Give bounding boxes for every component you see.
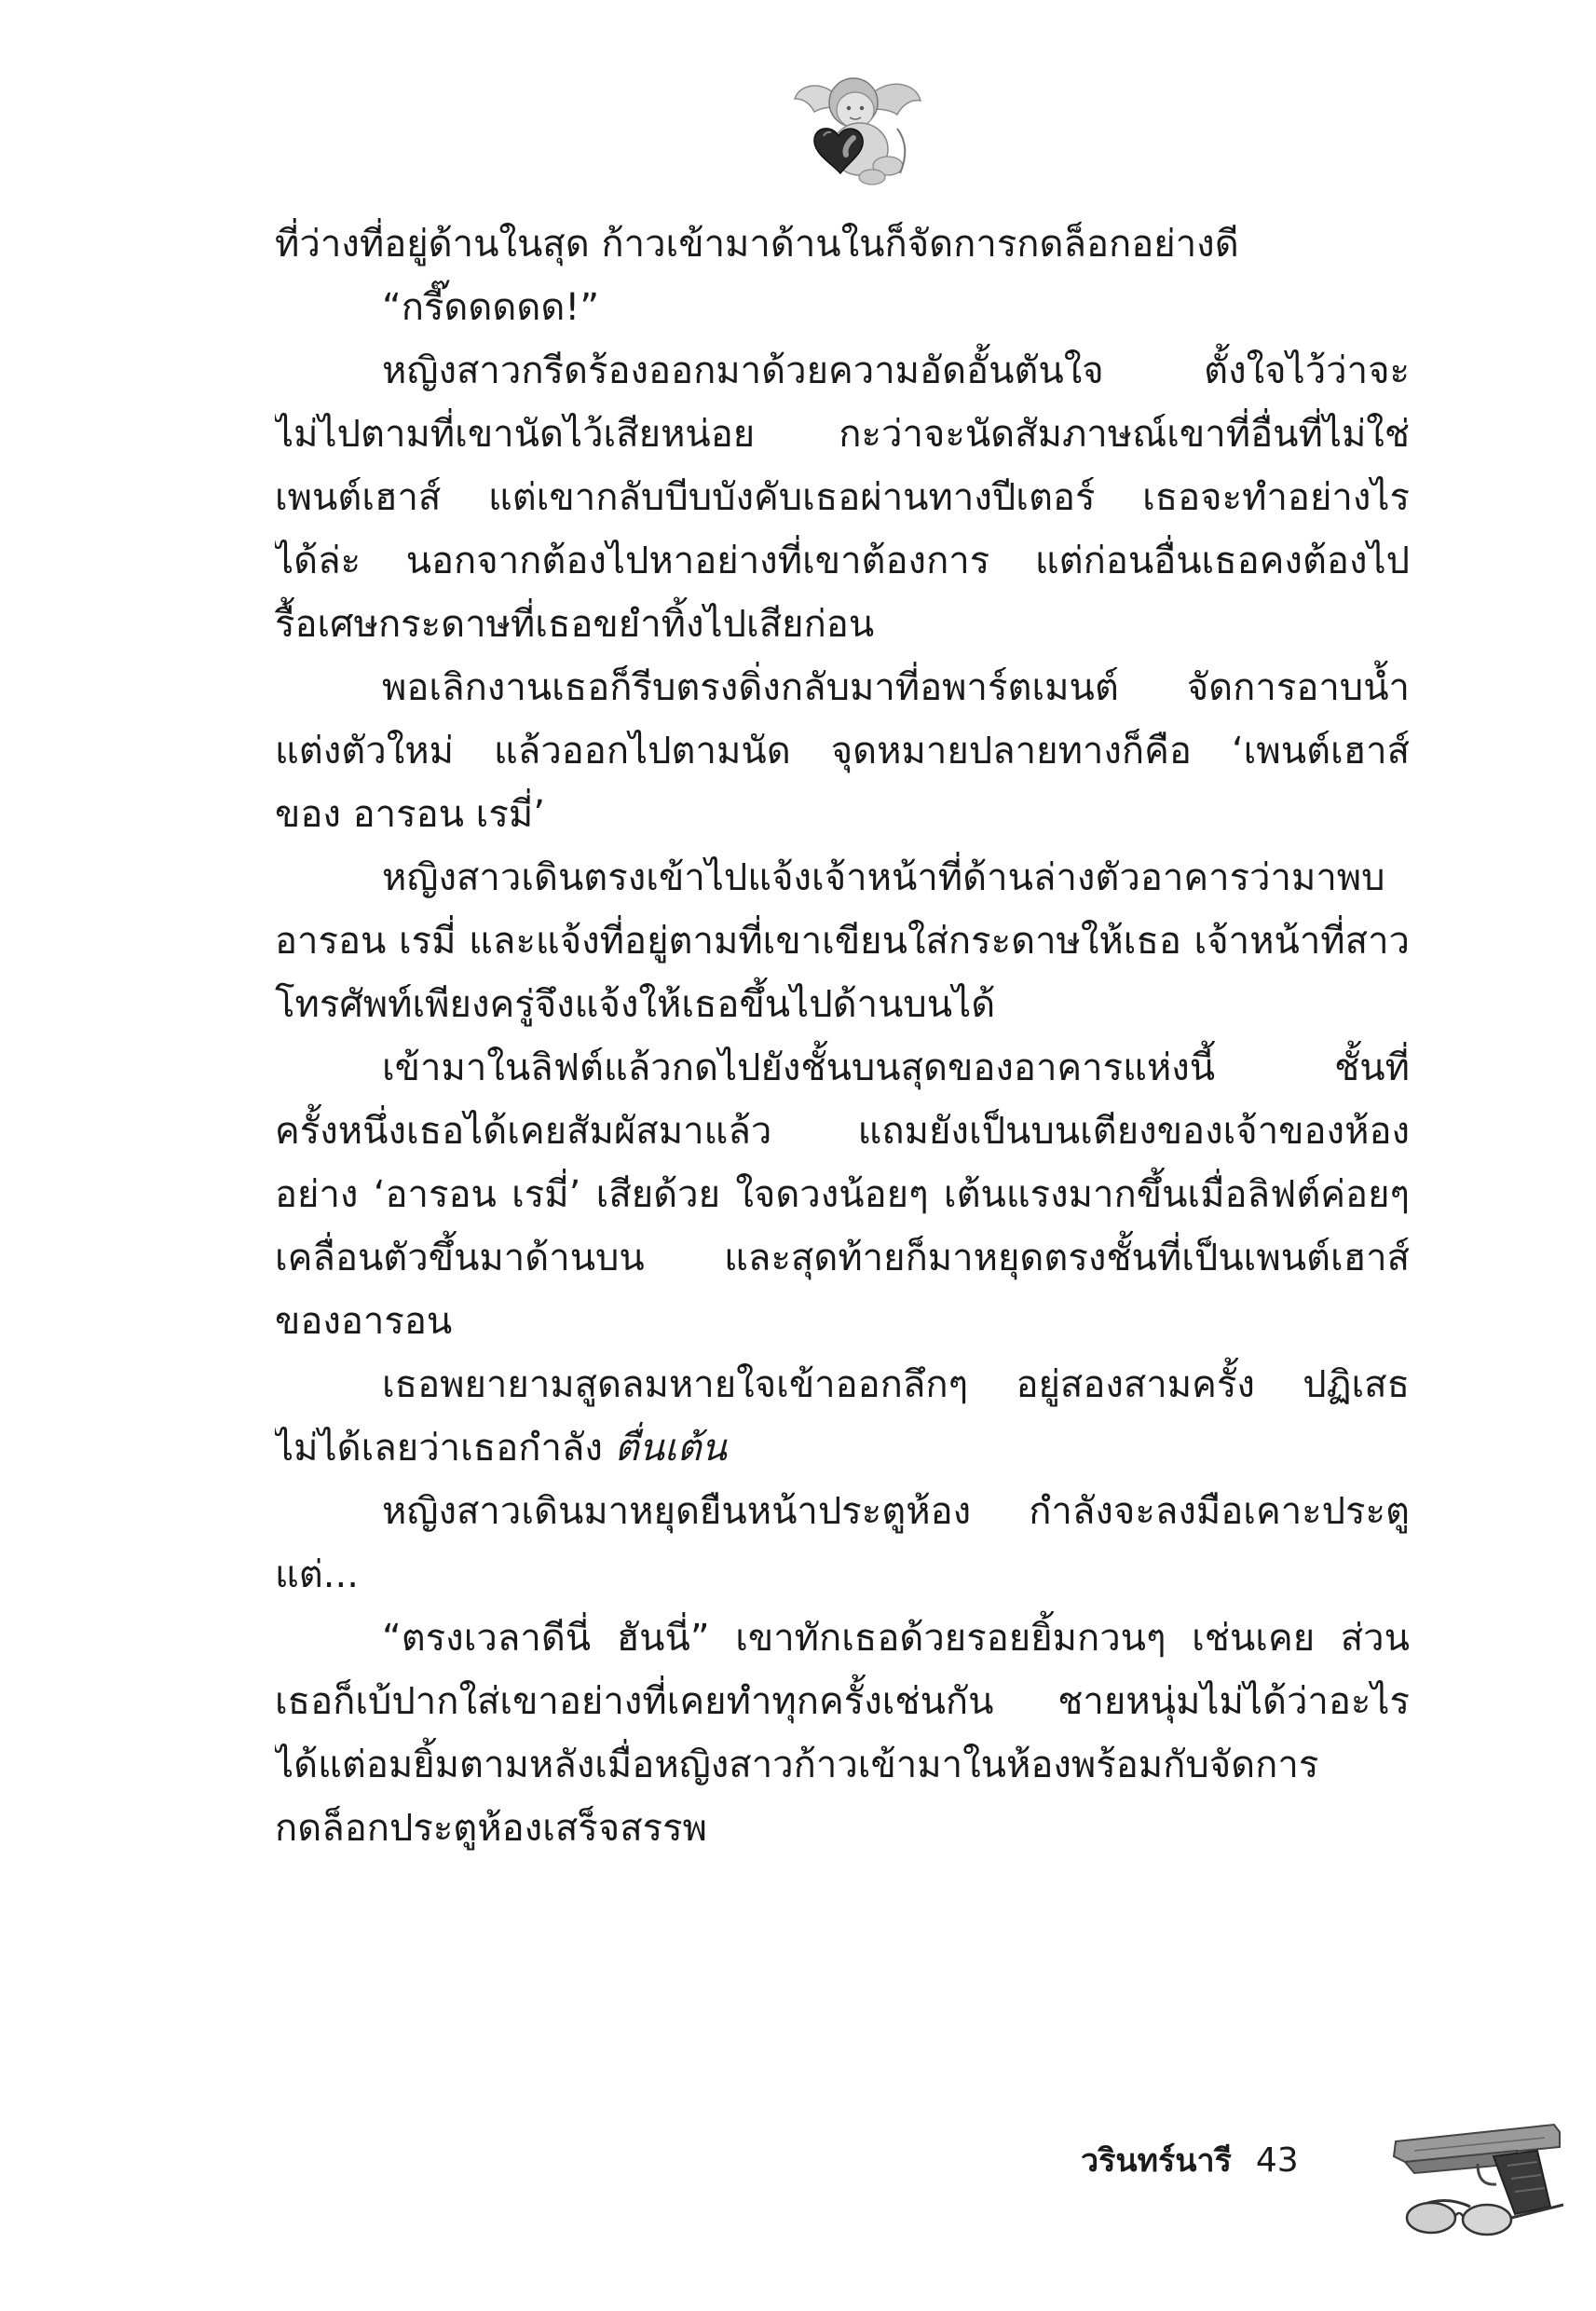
text-line: “ตรงเวลาดีนี่ ฮันนี่” เขาทักเธอด้วยรอยยิ้มกวนๆ เช่นเคย ส่วน (382, 1617, 1410, 1660)
text-line (275, 1416, 1410, 1480)
text-line: ได้ล่ะ นอกจากต้องไปหาอย่างที่เขาต้องการ แต่ก่อนอื่นเธอคงต้องไป (275, 540, 1410, 582)
text-line: หญิงสาวเดินมาหยุดยืนหน้าประตูห้อง กำลังจะลงมือเคาะประตู (382, 1490, 1410, 1533)
text-line: ของอารอน (275, 1300, 453, 1343)
text-line: แต่... (275, 1553, 359, 1596)
text-line: ของ อารอน เรมี่’ (275, 793, 545, 836)
text-line: พอเลิกงานเธอก็รีบตรงดิ่งกลับมาที่อพาร์ตเมนต์ จัดการอาบน้ำ (382, 666, 1410, 709)
text-line: อารอน เรมี่ และแจ้งที่อยู่ตามที่เขาเขียนใส่กระดาษให้เธอ เจ้าหน้าที่สาว (275, 920, 1410, 963)
text-line: ที่ว่างที่อยู่ด้านในสุด ก้าวเข้ามาด้านในก็จัดการกดล็อกอย่างดี (275, 223, 1239, 266)
book-title: วรินทร์นารี (1081, 2142, 1232, 2180)
text-line: รื้อเศษกระดาษที่เธอขยำทิ้งไปเสียก่อน (275, 603, 875, 646)
text-line: แต่งตัวใหม่ แล้วออกไปตามนัด จุดหมายปลายทางก็คือ ‘เพนต์เฮาส์ (275, 730, 1410, 773)
emphasis-text: ตื่นเต้น (614, 1427, 727, 1470)
cupid-holding-heart-icon (781, 73, 930, 189)
text-line: “กรี๊ดดดดด!” (382, 286, 600, 329)
text-line: ได้แต่อมยิ้มตามหลังเมื่อหญิงสาวก้าวเข้ามาในห้องพร้อมกับจัดการ (275, 1744, 1319, 1786)
text-line: เธอก็เบ้ปากใส่เขาอย่างที่เคยทำทุกครั้งเช่นกัน ชายหนุ่มไม่ได้ว่าอะไร (275, 1680, 1410, 1723)
text-line: ไม่ไปตามที่เขานัดไว้เสียหน่อย กะว่าจะนัดสัมภาษณ์เขาที่อื่นที่ไม่ใช่ (275, 413, 1410, 456)
page-number: 43 (1255, 2140, 1299, 2180)
text-segment: ไม่ได้เลยว่าเธอกำลัง (275, 1427, 615, 1470)
page-footer (1081, 2132, 1299, 2188)
body-text (275, 212, 1410, 1860)
text-line: เคลื่อนตัวขึ้นมาด้านบน และสุดท้ายก็มาหยุดตรงชั้นที่เป็นเพนต์เฮาส์ (275, 1237, 1410, 1279)
text-line: กดล็อกประตูห้องเสร็จสรรพ (275, 1807, 707, 1850)
text-line: หญิงสาวเดินตรงเข้าไปแจ้งเจ้าหน้าที่ด้านล่างตัวอาคารว่ามาพบ (382, 856, 1385, 899)
text-line: เธอพยายามสูดลมหายใจเข้าออกลึกๆ อยู่สองสามครั้ง ปฏิเสธ (382, 1363, 1410, 1406)
pistol-and-sunglasses-icon (1377, 2104, 1582, 2244)
text-line: โทรศัพท์เพียงครู่จึงแจ้งให้เธอขึ้นไปด้านบนได้ (275, 983, 996, 1026)
text-line: ครั้งหนึ่งเธอได้เคยสัมผัสมาแล้ว แถมยังเป็นบนเตียงของเจ้าของห้อง (275, 1110, 1410, 1153)
text-line: เข้ามาในลิฟต์แล้วกดไปยังชั้นบนสุดของอาคารแห่งนี้ ชั้นที่ (382, 1046, 1410, 1089)
text-line: อย่าง ‘อารอน เรมี่’ เสียด้วย ใจดวงน้อยๆ เต้นแรงมากขึ้นเมื่อลิฟต์ค่อยๆ (275, 1173, 1410, 1216)
text-line: เพนต์เฮาส์ แต่เขากลับบีบบังคับเธอผ่านทางปีเตอร์ เธอจะทำอย่างไร (275, 476, 1410, 519)
text-line: หญิงสาวกรีดร้องออกมาด้วยความอัดอั้นตันใจ ตั้งใจไว้ว่าจะ (382, 349, 1410, 392)
